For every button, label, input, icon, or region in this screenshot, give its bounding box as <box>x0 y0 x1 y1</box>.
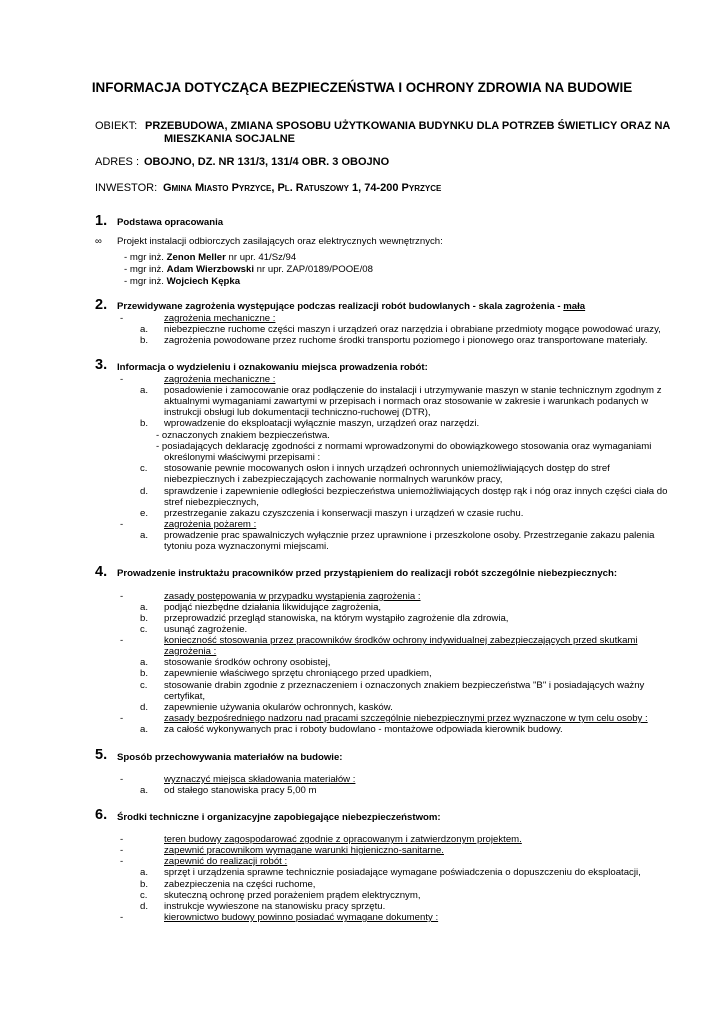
dash-marker: - <box>120 774 124 785</box>
section-1-number: 1. <box>95 213 108 229</box>
s3-e-line1: przestrzeganie zakazu czyszczenia i konserwacji maszyn i urządzeń w czasie ruchu. <box>164 508 524 519</box>
s4-item-c2-line2: certyfikat, <box>164 691 206 702</box>
s6-subheading-2: zapewnić pracownikom wymagane warunki higieniczno-sanitarne. <box>164 845 444 856</box>
marker-a: a. <box>140 785 149 796</box>
marker-d: d. <box>140 901 149 912</box>
marker-b: b. <box>140 668 149 679</box>
dash-marker: - <box>120 591 124 602</box>
s2-subheading: zagrożenia mechaniczne : <box>164 313 276 324</box>
s6-subheading-1: teren budowy zagospodarować zgodnie z opracowanym i zatwierdzonym projektem. <box>164 834 522 845</box>
s3-f-line2: tytoniu poza wyznaczonymi miejscami. <box>164 541 329 552</box>
person-2: - mgr inż. Adam Wierzbowski nr upr. ZAP/0189/POOE/08 <box>124 264 373 275</box>
s2-item-b: zagrożenia powodowane przez ruchome środki transportu poziomego i pionowego oraz transportowane materiały. <box>164 335 648 346</box>
section-4-heading: Prowadzenie instruktażu pracowników przed przystąpieniem do realizacji robót szczególnie niebezpiecznych: <box>117 568 618 579</box>
marker-d: d. <box>140 702 149 713</box>
page-title: INFORMACJA DOTYCZĄCA BEZPIECZEŃSTWA I OCHRONY ZDROWIA NA BUDOWIE <box>91 80 633 95</box>
section-6-number: 6. <box>95 807 108 823</box>
s3-c-line1: stosowanie pewnie mocowanych osłon i innych urządzeń ochronnych uniemożliwiających dostęp do stref <box>164 463 610 474</box>
section-1-intro: Projekt instalacji odbiorczych zasilających oraz elektrycznych wewnętrznych: <box>117 236 443 247</box>
marker-a: a. <box>140 324 149 335</box>
marker-a: a. <box>140 530 149 541</box>
s6-item-c: skuteczną ochronę przed porażeniem prądem elektrycznym, <box>164 890 421 901</box>
s2-item-a: niebezpieczne ruchome części maszyn i urządzeń oraz narzędzia i obrabiane przedmioty mogące powodować urazy, <box>164 324 661 335</box>
section-3-number: 3. <box>95 357 108 373</box>
dash-marker: - <box>120 845 124 856</box>
s6-item-a: sprzęt i urządzenia sprawne technicznie posiadające wymagane poświadczenia o dopuszczeniu do eksploatacji, <box>164 867 641 878</box>
obiekt-line1: PRZEBUDOWA, ZMIANA SPOSOBU UŻYTKOWANIA BUDYNKU DLA POTRZEB ŚWIETLICY ORAZ NA <box>145 120 671 132</box>
s3-b-line2: - oznaczonych znakiem bezpieczeństwa. <box>156 430 330 441</box>
obiekt-line2: MIESZKANIA SOCJALNE <box>164 133 295 145</box>
dash-marker: - <box>120 635 124 646</box>
section-5-number: 5. <box>95 747 108 763</box>
s4-item-b2: zapewnienie właściwego sprzętu chroniącego przed upadkiem, <box>164 668 432 679</box>
dash-marker: - <box>120 313 124 324</box>
s4-subheading-1: zasady postępowania w przypadku wystąpienia zagrożenia : <box>164 591 421 602</box>
s6-subheading-4: kierownictwo budowy powinno posiadać wymagane dokumenty : <box>164 912 439 923</box>
s3-a-line1: posadowienie i zamocowanie oraz podłączenie do instalacji i utrzymywanie maszyn w stanie technicznym zgodnym z <box>164 385 662 396</box>
s4-item-a2: stosowanie środków ochrony osobistej, <box>164 657 331 668</box>
s3-b-line3: - posiadających deklarację zgodności z normami wprowadzonymi do obowiązkowego stosowania oraz wymaganiami <box>156 441 652 452</box>
dash-marker: - <box>120 856 124 867</box>
s3-a-line2: aktualnymi wymaganiami zawartymi w przepisach i normach oraz stosowanie w zakresie i warunkach podanych w <box>164 396 649 407</box>
s4-item-c: usunąć zagrożenie. <box>164 624 248 635</box>
s4-item-a3: za całość wykonywanych prac i roboty budowlano - montażowe odpowiada kierownik budowy. <box>164 724 563 735</box>
s3-c-line2: niebezpiecznych i zabezpieczających zachowanie normalnych warunków pracy, <box>164 474 503 485</box>
section-1-heading: Podstawa opracowania <box>117 217 224 228</box>
person-3: - mgr inż. Wojciech Kępka <box>124 276 241 287</box>
section-3-heading: Informacja o wydzieleniu i oznakowaniu miejsca prowadzenia robót: <box>117 362 428 373</box>
s4-subheading-2b: zagrożenia : <box>164 646 217 657</box>
adres-label: ADRES : <box>95 156 140 168</box>
dash-marker: - <box>120 519 124 530</box>
marker-d: d. <box>140 486 149 497</box>
s3-d-line1: sprawdzenie i zapewnienie odległości bezpieczeństwa uniemożliwiających dostęp rąk i nóg oraz innych części ciała do <box>164 486 668 497</box>
marker-c: c. <box>140 890 148 901</box>
s6-subheading-3: zapewnić do realizacji robót : <box>164 856 288 867</box>
s3-subheading-mech: zagrożenia mechaniczne : <box>164 374 276 385</box>
marker-c: c. <box>140 624 148 635</box>
marker-a: a. <box>140 657 149 668</box>
marker-b: b. <box>140 879 149 890</box>
s6-item-b: zabezpieczenia na części ruchome, <box>164 879 316 890</box>
dash-marker: - <box>120 374 124 385</box>
s3-d-line2: stref niebezpiecznych, <box>164 497 259 508</box>
marker-c: c. <box>140 680 148 691</box>
marker-b: b. <box>140 613 149 624</box>
s4-item-a: podjąć niezbędne działania likwidujące zagrożenia, <box>164 602 382 613</box>
dash-marker: - <box>120 713 124 724</box>
section-4-number: 4. <box>95 564 108 580</box>
s4-item-b: przeprowadzić przegląd stanowiska, na którym wystąpiło zagrożenie dla zdrowia, <box>164 613 509 624</box>
s3-b-line4: określonymi właściwymi przepisami : <box>164 452 321 463</box>
marker-a: a. <box>140 385 149 396</box>
marker-a: a. <box>140 602 149 613</box>
dash-marker: - <box>120 834 124 845</box>
s5-item-a: od stałego stanowiska pracy 5,00 m <box>164 785 317 796</box>
inwestor-label: INWESTOR: <box>95 182 158 194</box>
marker-c: c. <box>140 463 148 474</box>
marker-a: a. <box>140 724 149 735</box>
dash-marker: - <box>120 912 124 923</box>
s4-item-d2: zapewnienie używania okularów ochronnych, kasków. <box>164 702 393 713</box>
obiekt-label: OBIEKT: <box>95 120 138 132</box>
section-2-heading: Przewidywane zagrożenia występujące podczas realizacji robót budowlanych - skala zagrożenia - mała <box>117 301 586 312</box>
section-5-heading: Sposób przechowywania materiałów na budowie: <box>117 752 343 763</box>
s6-item-d: instrukcje wywieszone na stanowisku pracy sprzętu. <box>164 901 386 912</box>
s3-subheading-fire: zagrożenia pożarem : <box>164 519 257 530</box>
infinity-bullet-icon: ∞ <box>95 236 102 247</box>
s3-f-line1: prowadzenie prac spawalniczych wyłącznie przez uprawnione i przeszkolone osoby. Przestrzeganie zakazu palenia <box>164 530 655 541</box>
marker-b: b. <box>140 418 149 429</box>
s4-item-c2-line1: stosowanie drabin zgodnie z przeznaczeniem i oznaczonych znakiem bezpieczeństwa "B" i posiadających ważny <box>164 680 645 691</box>
adres-value: OBOJNO, DZ. NR 131/3, 131/4 OBR. 3 OBOJNO <box>144 156 390 168</box>
marker-b: b. <box>140 335 149 346</box>
s5-subheading: wyznaczyć miejsca składowania materiałów : <box>164 774 356 785</box>
section-6-heading: Środki techniczne i organizacyjne zapobiegające niebezpieczeństwom: <box>117 812 441 823</box>
s3-b-line1: wprowadzenie do eksploatacji wyłącznie maszyn, urządzeń oraz narzędzi. <box>164 418 480 429</box>
section-2-number: 2. <box>95 297 108 313</box>
s3-a-line3: instrukcji obsługi lub dokumentacji techniczno-ruchowej (DTR), <box>164 407 431 418</box>
marker-a: a. <box>140 867 149 878</box>
s4-subheading-2a: konieczność stosowania przez pracowników środków ochrony indywidualnej zabezpieczających przed skutkami <box>164 635 638 646</box>
inwestor-value: Gmina Miasto Pyrzyce, Pl. Ratuszowy 1, 74-200 Pyrzyce <box>163 182 442 194</box>
person-1: - mgr inż. Zenon Meller nr upr. 41/Sz/94 <box>124 252 297 263</box>
s4-subheading-3: zasady bezpośredniego nadzoru nad pracami szczególnie niebezpiecznymi przez wyznaczone w tym celu osoby : <box>164 713 648 724</box>
marker-e: e. <box>140 508 149 519</box>
